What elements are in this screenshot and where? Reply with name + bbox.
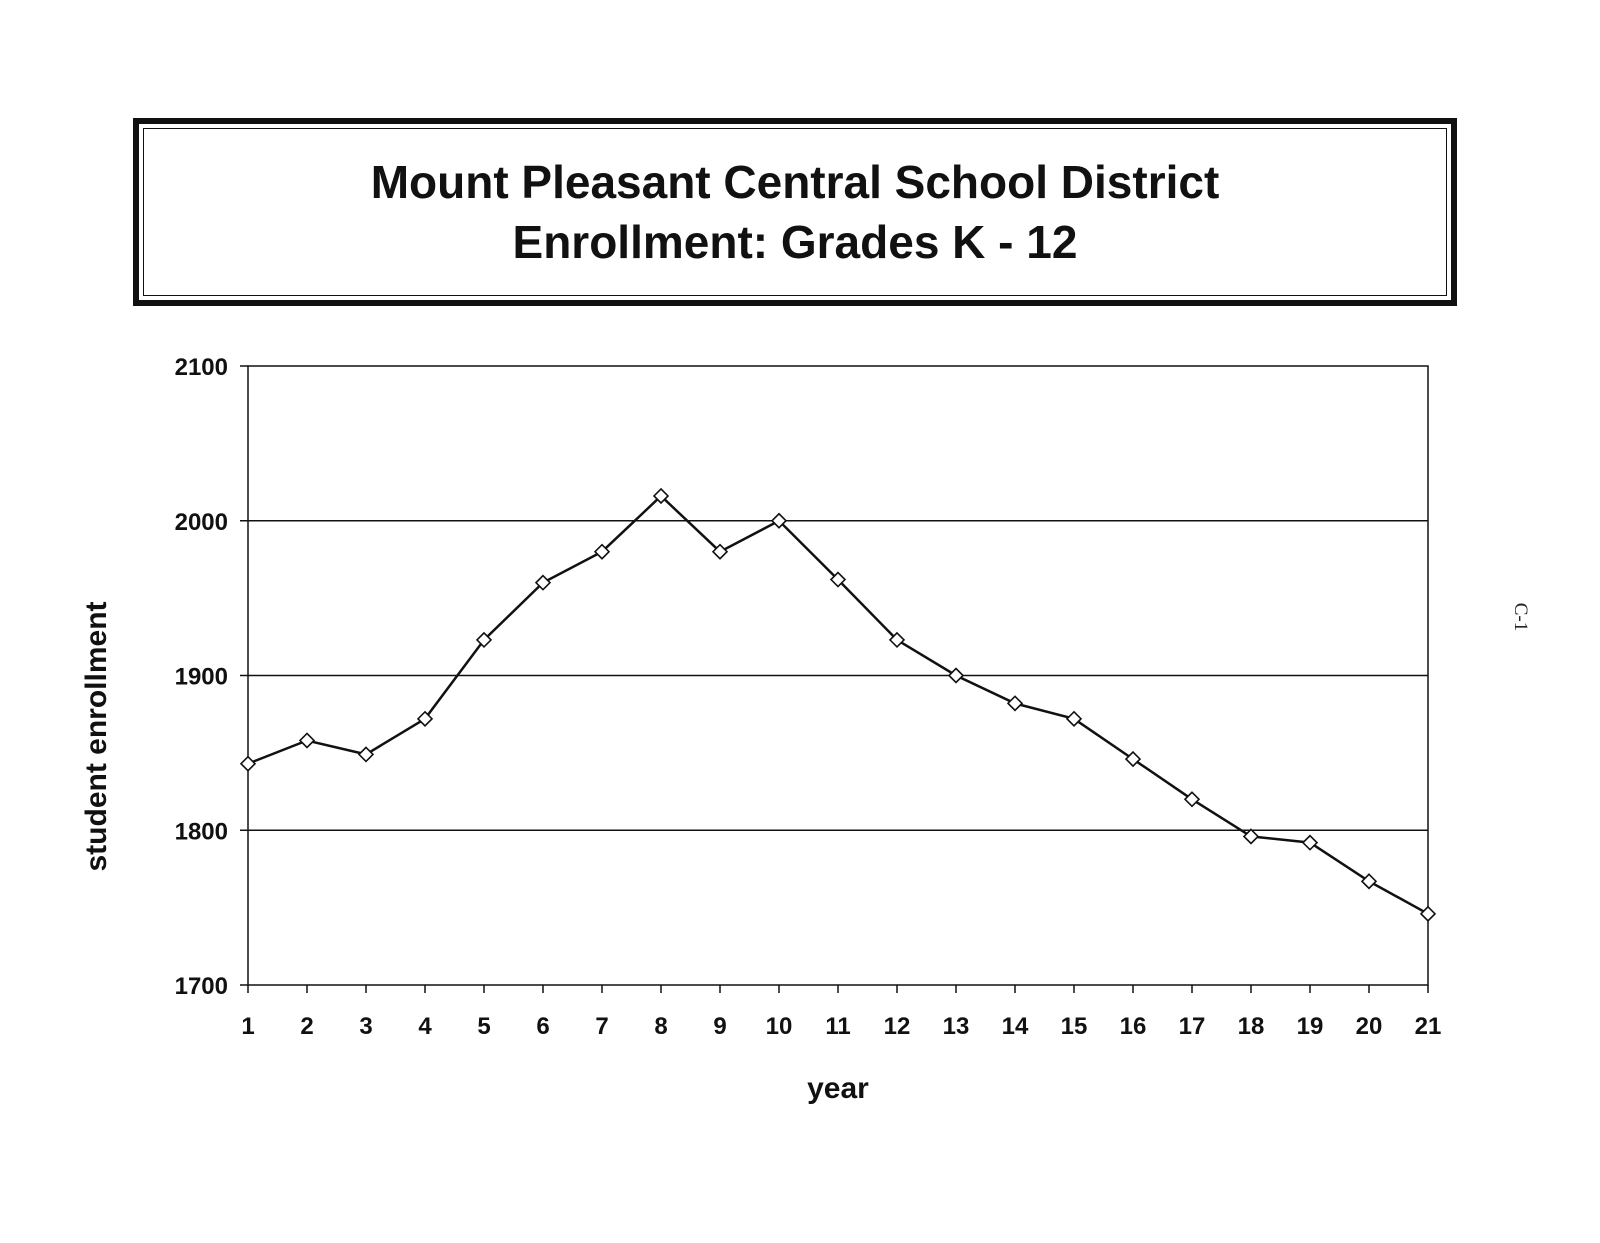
x-tick-label-17: 17 xyxy=(1178,1013,1206,1040)
y-tick-label-2100: 2100 xyxy=(174,354,228,381)
data-point-year-16 xyxy=(1126,752,1140,766)
x-tick-label-4: 4 xyxy=(418,1013,432,1040)
x-tick-label-13: 13 xyxy=(942,1013,970,1040)
x-axis-title: year xyxy=(807,1072,869,1105)
x-tick-label-10: 10 xyxy=(765,1013,793,1040)
page-side-mark: C-1 xyxy=(1510,602,1531,632)
x-tick-label-7: 7 xyxy=(595,1013,609,1040)
data-point-year-15 xyxy=(1067,712,1081,726)
x-tick-label-1: 1 xyxy=(241,1013,255,1040)
y-axis-title: student enrollment xyxy=(80,601,113,872)
marker-layer xyxy=(241,489,1435,921)
x-tick-label-9: 9 xyxy=(713,1013,727,1040)
data-point-year-20 xyxy=(1362,874,1376,888)
data-point-year-13 xyxy=(949,669,963,683)
grid-layer xyxy=(248,521,1428,831)
x-tick-label-15: 15 xyxy=(1060,1013,1088,1040)
data-point-year-17 xyxy=(1185,792,1199,806)
x-tick-label-12: 12 xyxy=(883,1013,911,1040)
chart-title: Mount Pleasant Central School District xyxy=(370,156,1220,208)
x-tick-label-8: 8 xyxy=(654,1013,668,1040)
x-tick-label-18: 18 xyxy=(1237,1013,1265,1040)
x-tick-label-20: 20 xyxy=(1355,1013,1383,1040)
data-point-year-18 xyxy=(1244,829,1258,843)
data-point-year-3 xyxy=(359,747,373,761)
x-tick-label-5: 5 xyxy=(477,1013,491,1040)
x-tick-label-21: 21 xyxy=(1414,1013,1442,1040)
y-tick-label-1700: 1700 xyxy=(174,973,228,1000)
axis-layer xyxy=(240,366,1428,993)
chart-subtitle: Enrollment: Grades K - 12 xyxy=(512,216,1078,268)
series-line xyxy=(248,496,1428,914)
data-point-year-21 xyxy=(1421,907,1435,921)
x-tick-label-11: 11 xyxy=(825,1013,851,1040)
tick-label-layer xyxy=(175,354,1442,1040)
x-tick-label-19: 19 xyxy=(1296,1013,1324,1040)
data-point-year-2 xyxy=(300,733,314,747)
y-tick-label-2000: 2000 xyxy=(174,508,228,536)
x-tick-label-14: 14 xyxy=(1001,1013,1029,1040)
data-point-year-14 xyxy=(1008,696,1022,710)
data-point-year-1 xyxy=(241,757,255,771)
x-tick-label-3: 3 xyxy=(359,1013,373,1040)
y-tick-label-1800: 1800 xyxy=(174,818,228,846)
data-point-year-19 xyxy=(1303,836,1317,850)
y-tick-label-1900: 1900 xyxy=(174,663,228,691)
x-tick-label-16: 16 xyxy=(1119,1013,1147,1040)
x-tick-label-2: 2 xyxy=(300,1013,314,1040)
x-tick-label-6: 6 xyxy=(536,1013,550,1040)
